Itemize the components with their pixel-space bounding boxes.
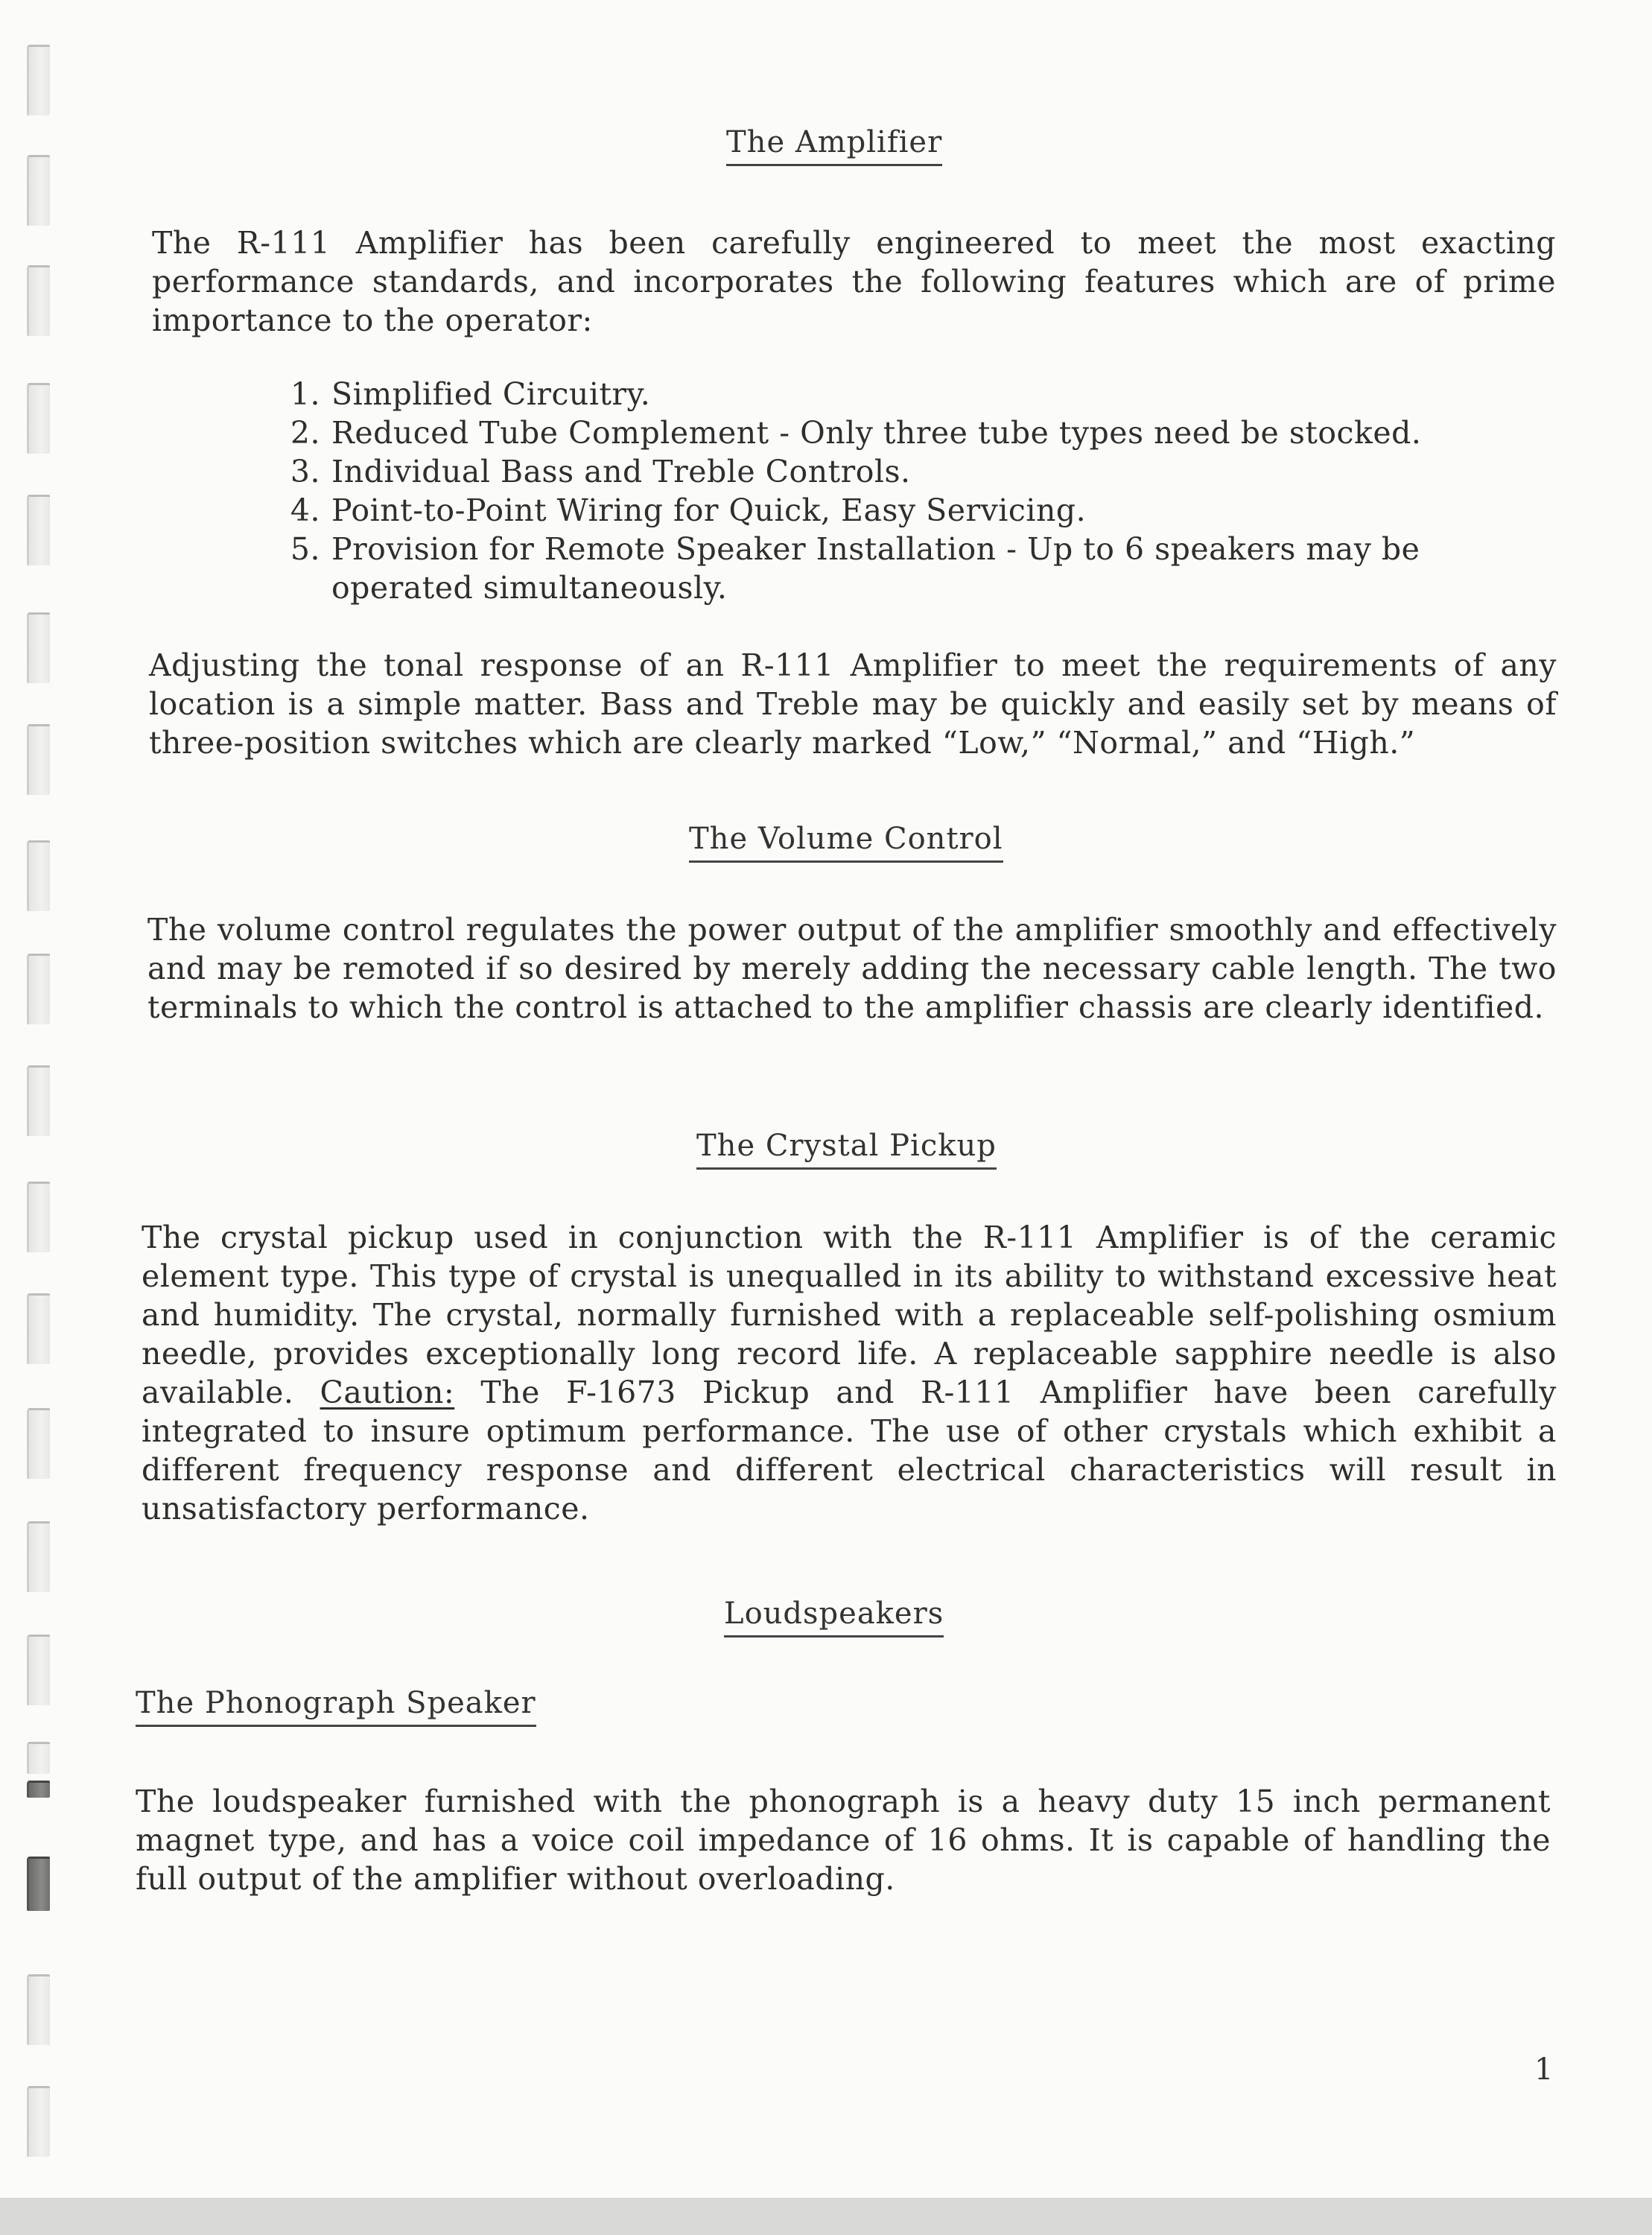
list-item — [276, 530, 1557, 607]
crystal-pickup-heading — [696, 1129, 997, 1170]
phonograph-speaker-paragraph: The loudspeaker furnished with the phonograph is a heavy duty 15 inch permanent magnet type, and has a voice coil impedance of 16 ohms. It is capable of handling the full output of the amplifier without overloading. — [136, 1784, 1551, 1897]
crystal-pickup-text: The crystal pickup used in conjunction with the R-111 Amplifier is of the ceramic element type. This type of crystal is unequalled in its ability to withstand excessive heat and humidity. The crystal, normally furnished with a replaceable self-polishing osmium needle, provides exceptionally long record life. A replaceable sapphire needle is also available. — [142, 1220, 1557, 1410]
amplifier-intro: The R-111 Amplifier has been carefully engineered to meet the most exacting performance standards, and incorporates the following features which are of prime importance to the operator: — [152, 225, 1556, 338]
amplifier-heading-text: The Amplifier — [726, 125, 942, 166]
crystal-pickup-paragraph — [142, 1218, 1557, 1528]
binder-hole — [27, 1974, 50, 2045]
list-item-number: 5. — [290, 531, 320, 567]
binder-hole — [27, 612, 50, 683]
list-item-number: 1. — [290, 376, 320, 412]
scan-edge — [0, 2198, 1652, 2235]
list-item — [276, 375, 1557, 413]
list-item-number: 2. — [290, 415, 320, 451]
list-item — [276, 491, 1557, 530]
binder-hole — [27, 1857, 50, 1911]
list-item-text: Provision for Remote Speaker Installation - Up to 6 speakers may be operated simultaneously. — [331, 531, 1420, 606]
binder-hole — [27, 1182, 50, 1252]
binder-hole — [27, 2086, 50, 2157]
binder-hole — [27, 954, 50, 1024]
caution-label: Caution: — [320, 1375, 455, 1410]
list-item-text: Individual Bass and Treble Controls. — [331, 454, 911, 489]
list-item-number: 4. — [290, 492, 320, 528]
binder-hole — [27, 840, 50, 911]
binder-hole — [27, 45, 50, 115]
binder-hole — [27, 1635, 50, 1705]
list-item — [276, 452, 1557, 491]
binder-hole — [27, 383, 50, 454]
loudspeakers-heading — [724, 1597, 944, 1638]
list-item-number: 3. — [290, 454, 320, 489]
list-item — [276, 413, 1557, 452]
binder-hole — [27, 155, 50, 226]
binder-hole — [27, 1521, 50, 1592]
volume-control-paragraph: The volume control regulates the power output of the amplifier smoothly and effectively and may be remoted if so desired by merely adding the necessary cable length. The two terminals to which the control is attached to the amplifier chassis are clearly identified. — [147, 912, 1557, 1025]
phonograph-speaker-heading — [136, 1686, 536, 1727]
loudspeakers-heading-text: Loudspeakers — [724, 1597, 944, 1638]
binder-hole — [27, 265, 50, 336]
list-item-text: Point-to-Point Wiring for Quick, Easy Servicing. — [331, 492, 1087, 528]
binder-hole — [27, 1293, 50, 1364]
page-number: 1 — [1534, 2052, 1554, 2087]
binder-hole — [27, 1742, 50, 1774]
binder-hole — [27, 495, 50, 565]
list-item-text: Reduced Tube Complement - Only three tube types need be stocked. — [331, 415, 1422, 451]
tonal-paragraph: Adjusting the tonal response of an R-111 Amplifier to meet the requirements of any location is a simple matter. Bass and Treble may be quickly and easily set by means of three-position switches which are clearly marked “Low,” “Normal,” and “High.” — [149, 647, 1557, 761]
phonograph-speaker-heading-text: The Phonograph Speaker — [136, 1686, 536, 1727]
binder-hole — [27, 1408, 50, 1479]
crystal-pickup-caution-text: The F-1673 Pickup and R-111 Amplifier have been carefully integrated to insure optimum performance. The use of other crystals which exhibit a different frequency response and different electrical characteristics will result in unsatisfactory performance. — [142, 1375, 1557, 1527]
binder-hole — [27, 1781, 50, 1798]
list-item-text: Simplified Circuitry. — [331, 376, 651, 412]
crystal-pickup-heading-text: The Crystal Pickup — [696, 1129, 997, 1170]
binder-hole — [27, 1065, 50, 1136]
volume-control-heading-text: The Volume Control — [689, 822, 1003, 863]
binder-hole — [27, 724, 50, 795]
feature-list — [276, 375, 1557, 607]
amplifier-heading — [726, 125, 942, 166]
volume-control-heading — [689, 822, 1003, 863]
